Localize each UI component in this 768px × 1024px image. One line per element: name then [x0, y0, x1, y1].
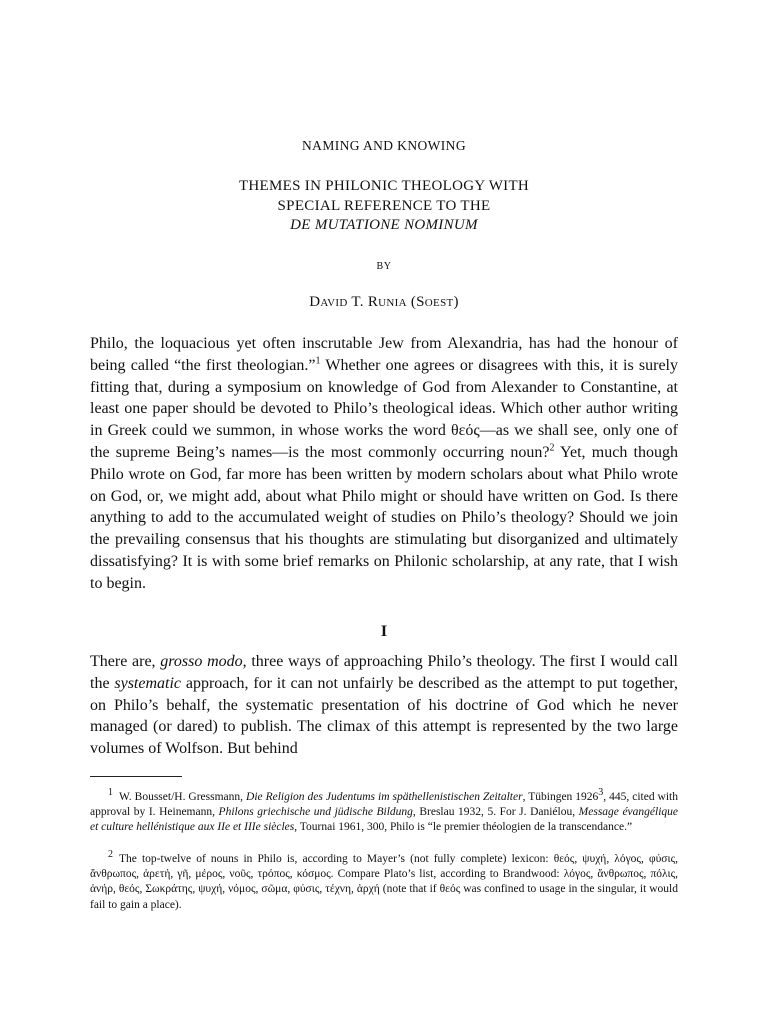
footnote-1-number: 1	[108, 787, 113, 799]
paragraph-section-1-text-b: , three ways of approaching Philo’s theology. The first I would call the	[90, 653, 678, 692]
paragraph-intro	[90, 333, 678, 595]
article-subtitle	[0, 177, 768, 236]
subtitle-line-1: THEMES IN PHILONIC THEOLOGY WITH	[238, 178, 530, 194]
footnote-1-text-c: , 445, cited with approval by I. Heinemann,	[90, 791, 678, 819]
footnote-1-italic-a: Die Religion des Judentums im späthellenistischen Zeitalter	[246, 791, 523, 803]
footnote-1-italic-b: Philons griechische und jüdische Bildung	[218, 806, 413, 819]
paragraph-intro-text-c: Yet, much though Philo wrote on God, far more has been written by modern scholars about what Philo wrote on God, or, we might add, about what Philo might or should have written on God. Is there anything to add to the accumulated weight of studies on Philo’s theology? Should we join the prevailing consensus that his thoughts are stimulating but disorganized and ultimately dissatisfying? It is with some brief remarks on Philonic scholarship, at any rate, that I wish to begin.	[90, 443, 678, 592]
footnote-ref-2: 2	[549, 442, 555, 454]
footnote-divider	[90, 776, 182, 777]
footnote-2-number: 2	[108, 849, 113, 861]
paragraph-section-1-italic-b: systematic	[114, 674, 182, 692]
footnote-2-text: The top-twelve of nouns in Philo is, according to Mayer’s (not fully complete) lexicon: θεός, ψυχή, λόγος, φύσις, ἄνθρωπος, ἀρετή, γῆ, μέρος, νοῦς, τρόπος, κόσμος. Compare Plato’s list, according to Brandwood: λόγος, ἄνθρωπος, πόλις, ἀνήρ, θεός, Σωκράτης, ψυχή, νόμος, σῶμα, φύσις, τέχνη, ἀρχή (note that if θεός was confined to usage in the singular, it would fail to gain a place).	[90, 853, 678, 911]
paragraph-intro-text-a: Philo, the loquacious yet often inscrutable Jew from Alexandria, has had the honour of being called “the first theologian.”	[90, 335, 678, 374]
footnote-1-text-a: W. Bousset/H. Gressmann,	[119, 791, 247, 803]
paragraph-section-1	[90, 651, 678, 760]
subtitle-line-3: DE MUTATIONE NOMINUM	[290, 217, 478, 233]
paragraph-section-1-text-a: There are,	[90, 653, 161, 670]
paragraph-section-1-text-c: approach, for it can not unfairly be described as the attempt to put together, on Philo’s behalf, the systematic presentation of his doctrine of God which he never managed (or dared) to publish. The climax of this attempt is represented by the two large volumes of Wolfson. But behind	[90, 674, 678, 758]
byline-by: BY	[376, 261, 392, 272]
author-name: David T. Runia (Soest)	[309, 294, 459, 310]
footnote-2	[90, 849, 678, 913]
section-heading: I	[380, 623, 388, 640]
paragraph-section-1-italic-a: grosso modo	[160, 653, 243, 670]
footnote-1	[90, 787, 679, 836]
footnote-1-text-b: , Tübingen 1926	[522, 791, 599, 803]
footnote-1-edition-sup: 3	[598, 787, 604, 799]
subtitle-line-2: SPECIAL REFERENCE TO THE	[277, 197, 491, 214]
footnote-ref-1: 1	[315, 355, 321, 367]
footnote-1-text-e: , Tournai 1961, 300, Philo is “le premier théologien de la transcendance.”	[294, 821, 633, 834]
footnote-1-text-d: , Breslau 1932, 5. For J. Daniélou,	[412, 806, 579, 819]
article-title: NAMING AND KNOWING	[302, 138, 466, 153]
paragraph-intro-text-b: Whether one agrees or disagrees with this, it is surely fitting that, during a symposium on knowledge of God from Alexander to Constantine, at least one paper should be devoted to Philo’s theological ideas. Which other author writing in Greek could we summon, in whose works the word θεός—as we shall see, only one of the supreme Being’s names—is the most commonly occurring noun?	[90, 356, 678, 461]
footnote-1-italic-c: Message évangélique et culture hellénistique aux IIe et IIIe siècles	[90, 806, 679, 834]
